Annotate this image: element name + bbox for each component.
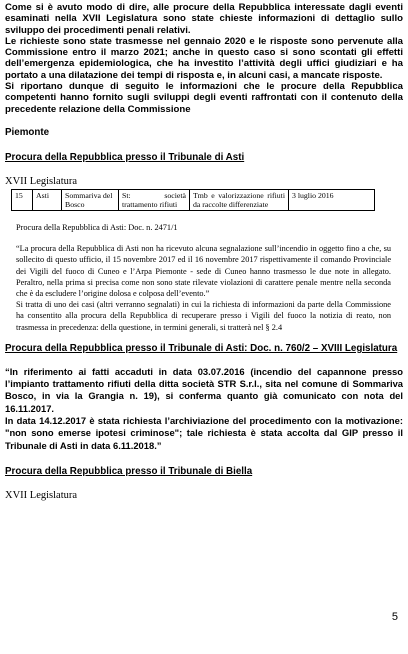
section-heading-biella: Procura della Repubblica presso il Tribunale di Biella <box>5 465 253 477</box>
table-row <box>12 189 375 210</box>
section-heading-asti-doc: Procura della Repubblica presso il Tribunale di Asti: Doc. n. 760/2 – XVIII Legislatura <box>5 342 398 354</box>
intro-paragraph-1: Come si è avuto modo di dire, alle procure della Repubblica interessate dagli eventi esaminati nella XVII Legislatura sono state chieste informazioni di dettaglio sullo sviluppo dei procedimenti penali relativi. <box>5 2 403 36</box>
table-cell-date: 3 luglio 2016 <box>289 189 375 210</box>
table-cell-number: 15 <box>12 189 33 210</box>
section-heading-asti: Procura della Repubblica presso il Tribunale di Asti <box>5 151 245 163</box>
intro-section <box>5 2 403 115</box>
page-number: 5 <box>391 611 398 623</box>
quote-paragraph-1: “La procura della Repubblica di Asti non ha ricevuto alcuna segnalazione sull’incendio in oggetto fino a che, su sollecito di questo ufficio, il 15 novembre 2017 ed il 16 novembre 2017 rispettivamente il comando Provinciale dei Vigili del fuoco di Cuneo e l’Arpa Piemonte - sede di Cuneo hanno trasmesso le due note in allegato. Peraltro, nella prima si precisa come non sono state rilevate violazioni di carattere penale mentre nella seconda che è da escludere l’origine dolosa e colposa dell’evento.” <box>16 244 391 298</box>
intro-paragraph-3: Si riportano dunque di seguito le informazioni che le procure della Repubblica competenti hanno fornito sugli sviluppi degli eventi raffrontati con il contenuto della precedente relazione della Commissione <box>5 81 403 115</box>
region-heading: Piemonte <box>5 126 50 138</box>
intro-paragraph-2: Le richieste sono state trasmesse nel gennaio 2020 e le risposte sono pervenute alla Commissione entro il marzo 2021; anche in questo caso si sono scontati gli effetti dell’emergenza epidemiologica, che ha investito l’attività degli uffici giudiziari e ha portato a una dilatazione dei tempi di risposta e, in alcuni casi, a mancate risposte. <box>5 35 403 81</box>
body-paragraph-2: In data 14.12.2017 è stata richiesta l’archiviazione del procedimento con la motivazione: "non sono emerse ipotesi criminose"; tale richiesta è stata accolta dal GIP presso il Tribunale di Asti in data 6.11.2018.” <box>5 414 403 451</box>
quote-block <box>16 222 391 333</box>
event-table <box>11 189 375 211</box>
table-cell-province: Asti <box>33 189 62 210</box>
table-cell-company: St: società trattamento rifiuti <box>119 189 190 210</box>
document-page <box>5 2 403 501</box>
table-cell-municipality: Sommariva del Bosco <box>62 189 119 210</box>
doc-reference: Procura della Repubblica di Asti: Doc. n. 2471/1 <box>16 222 178 232</box>
asti-doc-body <box>5 366 403 452</box>
table-cell-activity: Tmb e valorizzazione rifiuti da raccolte differenziate <box>190 189 289 210</box>
quote-paragraph-2: Si tratta di uno dei casi (altri verranno segnalati) in cui la richiesta di informazioni da parte della Commissione ha consentito alla procura della Repubblica di recuperare presso i Vigili del fuoco la notizia di reato, non trasmessa in precedenza: della questione, in termini generali, si tratterà nel § 2.4 <box>16 300 391 332</box>
legislature-label: XVII Legislatura <box>5 175 78 187</box>
legislature-label-biella: XVII Legislatura <box>5 489 78 501</box>
body-paragraph-1: “In riferimento ai fatti accaduti in data 03.07.2016 (incendio del capannone presso l’impianto trattamento rifiuti della ditta società STR S.r.l., sita nel comune di Sommariva Bosco, in via la Grangia n. 19), si conferma quanto già comunicato con nota del 16.11.2017. <box>5 365 403 414</box>
